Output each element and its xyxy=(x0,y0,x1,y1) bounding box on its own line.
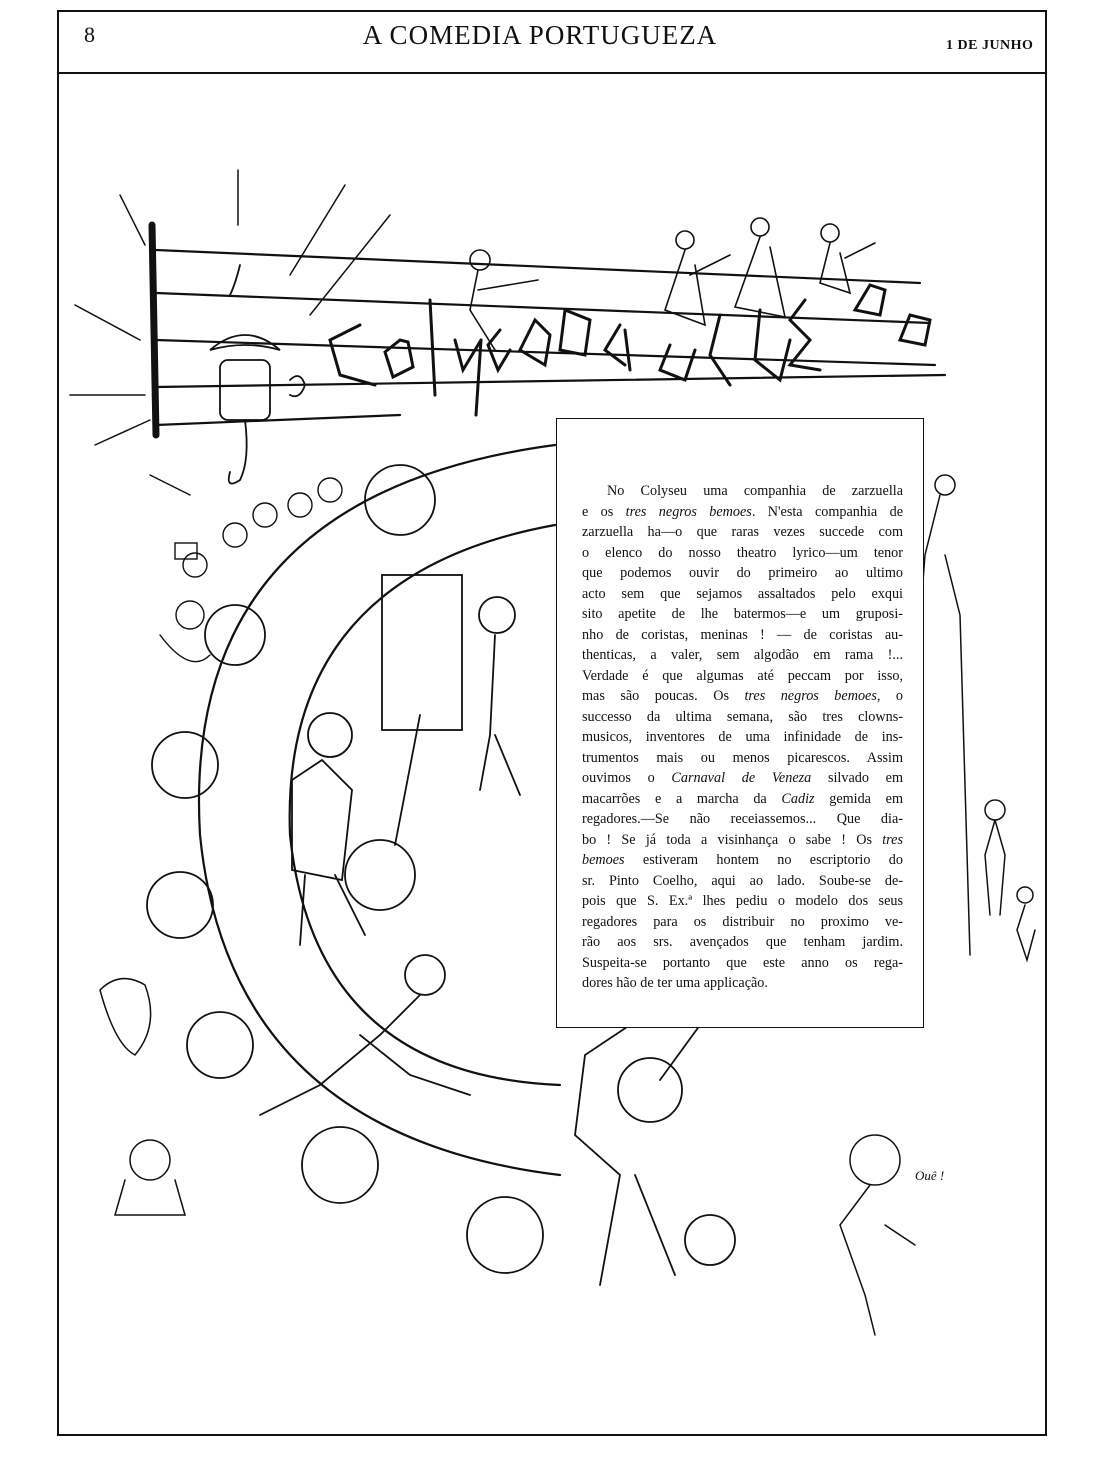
article-line xyxy=(582,830,903,851)
article-text: Verdade é que algumas até peccam por isso, xyxy=(582,667,903,684)
article-line xyxy=(582,584,903,605)
article-line xyxy=(582,522,903,543)
portrait-sketches xyxy=(100,979,185,1215)
article-text: que podemos ouvir do primeiro ao ultimo xyxy=(582,565,903,581)
article-text: silvado em xyxy=(811,770,903,786)
article-italic-text: Cadiz xyxy=(781,790,815,807)
article-italic-text: bemoes xyxy=(582,852,625,868)
header-rule xyxy=(57,72,1047,74)
article-line xyxy=(582,748,903,769)
article-line xyxy=(582,563,903,584)
article-text: o elenco do nosso theatro lyrico—um tenor xyxy=(582,544,903,561)
article-line xyxy=(582,481,903,502)
article-text: regadores para os distribuir no proximo ve- xyxy=(582,913,903,930)
article-italic-text: tres negros bemoes xyxy=(625,503,752,520)
article-italic-text: Carnaval de Veneza xyxy=(671,770,812,786)
speech-bubble-text: Ouê ! xyxy=(915,1168,945,1183)
article-line xyxy=(582,871,903,892)
article-text: dores hão de ter uma applicação. xyxy=(582,975,768,991)
article-text: thenticas, a valer, sem algodão em rama !... xyxy=(582,647,903,663)
masthead-title: A COMEDIA PORTUGUEZA xyxy=(362,20,718,50)
article-line xyxy=(582,645,903,666)
article-line xyxy=(582,768,903,789)
article-text: sr. Pinto Coelho, aqui ao lado. Soube-se de- xyxy=(582,872,903,889)
article-text: nho de coristas, meninas ! — de coristas au- xyxy=(582,626,903,643)
article-line xyxy=(582,850,903,871)
article-line xyxy=(582,625,903,646)
article-line xyxy=(582,789,903,810)
article-text: Suspeita-se portanto que este anno os rega- xyxy=(582,954,903,971)
article-text: gemida em xyxy=(814,790,903,807)
article-text: o xyxy=(880,688,903,704)
title-lettering xyxy=(330,285,930,415)
article-text: No Colyseu uma companhia de zarzuella xyxy=(607,483,903,499)
article-line xyxy=(582,891,903,912)
article-line xyxy=(582,912,903,933)
article-text: sito apetite de lhe batermos—e um gruposi- xyxy=(582,606,903,622)
article-text: macarrões e a marcha da xyxy=(582,790,782,807)
article-body xyxy=(582,481,903,994)
article-line xyxy=(582,973,903,994)
audience xyxy=(160,478,342,662)
article-text: zarzuella ha—o que raras vezes succede com xyxy=(582,524,903,540)
page-number: 8 xyxy=(84,22,95,47)
article-text: bo ! Se já toda a visinhança o sabe ! Os xyxy=(582,831,883,848)
article-text: estiveram hontem no escriptorio do xyxy=(624,852,903,868)
issue-date: 1 DE JUNHO xyxy=(946,38,1034,53)
article-line xyxy=(582,707,903,728)
article-text: trumentos mais ou menos picarescos. Assim xyxy=(582,749,903,766)
article-line xyxy=(582,932,903,953)
article-panel xyxy=(556,418,924,1028)
article-text: mas são poucas. Os xyxy=(582,688,745,704)
article-text: pois que S. Ex.ª lhes pediu o modelo dos seus xyxy=(582,893,903,909)
article-line xyxy=(582,727,903,748)
article-line xyxy=(582,666,903,687)
article-text: regadores.—Se não receiassemos... Que dia- xyxy=(582,811,903,827)
article-line xyxy=(582,809,903,830)
article-line xyxy=(582,543,903,564)
circus-ring xyxy=(199,445,560,1175)
article-italic-text: tres xyxy=(882,831,903,848)
article-line xyxy=(582,604,903,625)
article-text: musicos, inventores de uma infinidade de ins- xyxy=(582,729,903,745)
article-text: successo da ultima semana, são tres clowns- xyxy=(582,708,903,725)
article-line xyxy=(582,502,903,523)
article-text: e os xyxy=(582,503,626,520)
article-line xyxy=(582,686,903,707)
article-line xyxy=(582,953,903,974)
article-italic-text: tres negros bemoes, xyxy=(744,688,881,704)
article-text: acto sem que sejamos assaltados pelo exqui xyxy=(582,585,903,602)
article-text: rão aos srs. avençados que tenham jardim. xyxy=(582,934,903,950)
article-text: ouvimos o xyxy=(582,770,672,786)
article-text: . N'esta companhia de xyxy=(751,503,903,520)
